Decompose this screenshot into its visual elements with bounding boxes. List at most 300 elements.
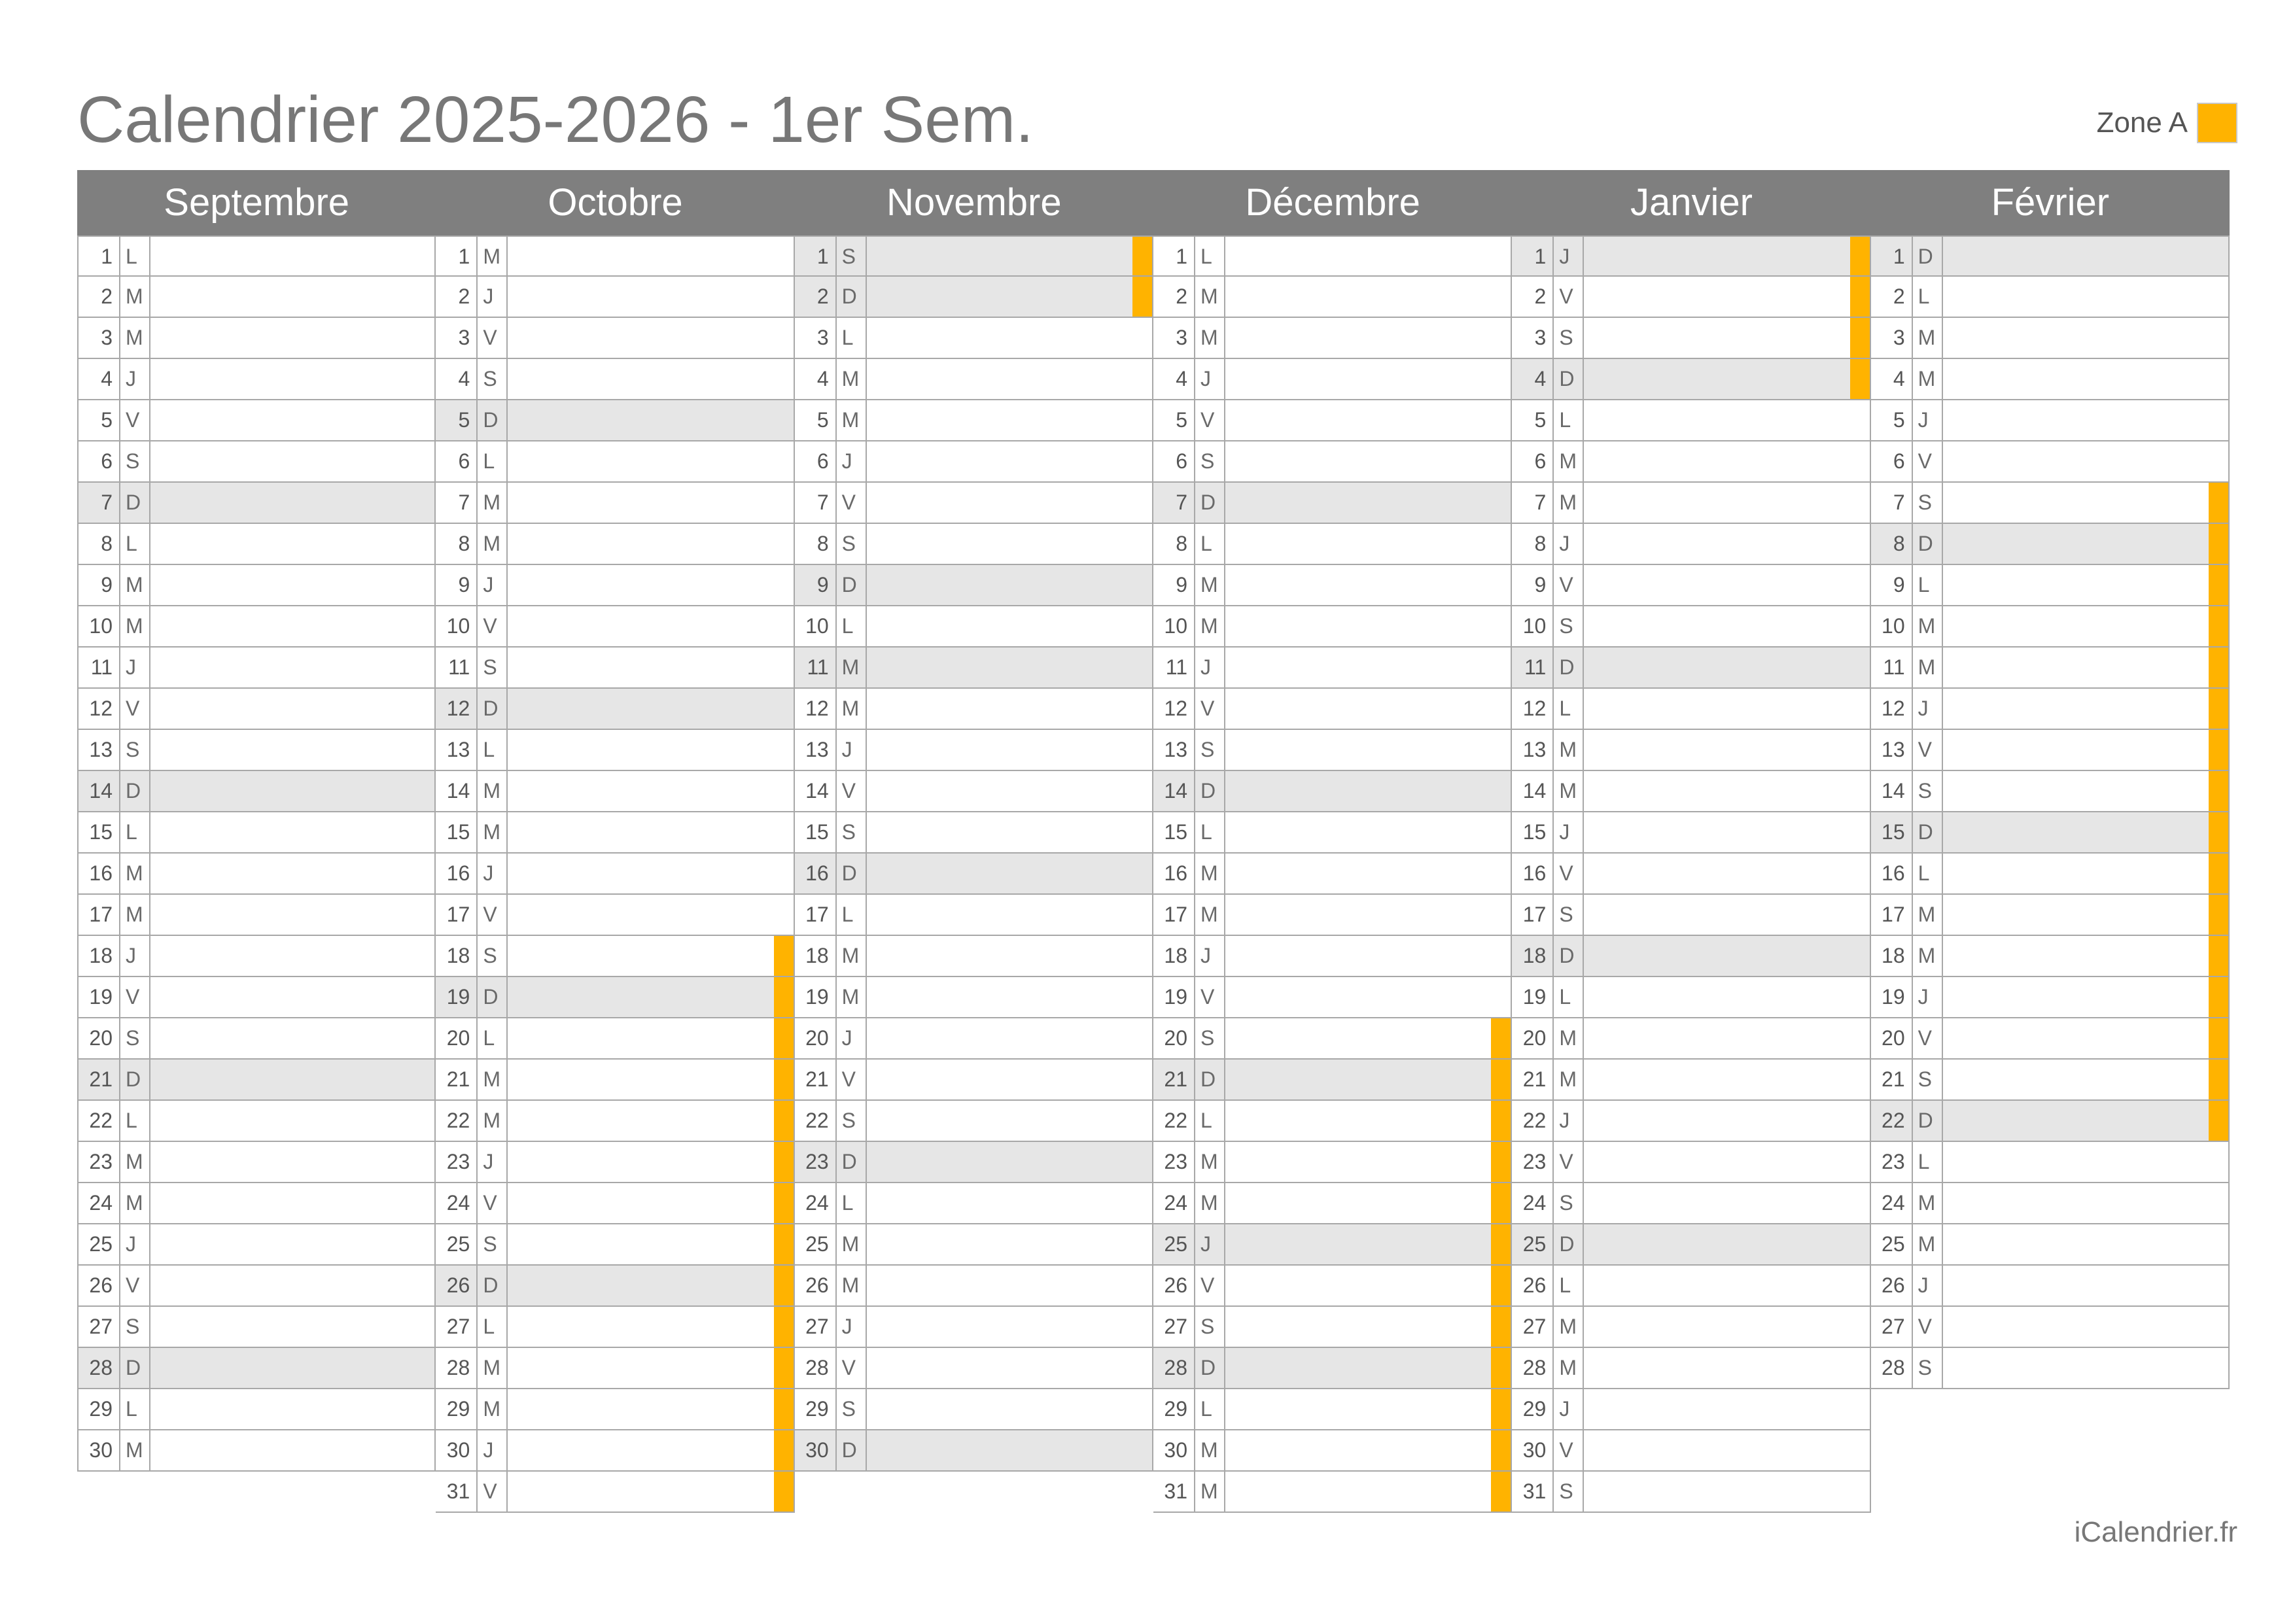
day-number: 23 — [1512, 1142, 1554, 1182]
day-number: 11 — [1512, 648, 1554, 687]
day-number: 29 — [795, 1389, 837, 1429]
weekday-letter: M — [1554, 1018, 1584, 1058]
month-header: Novembre — [886, 181, 1062, 224]
day-row — [1153, 895, 1512, 936]
day-row — [1153, 730, 1512, 771]
day-row — [795, 689, 1153, 730]
day-note-cell — [867, 895, 1152, 935]
day-number: 25 — [436, 1224, 478, 1264]
weekday-letter: V — [837, 1348, 867, 1388]
day-row — [1512, 1430, 1870, 1472]
day-number: 8 — [1871, 524, 1913, 564]
weekday-letter: M — [837, 648, 867, 687]
day-row — [436, 936, 794, 977]
month-column — [1153, 235, 1512, 1513]
day-row — [436, 441, 794, 483]
day-row — [436, 1018, 794, 1060]
day-number: 16 — [1871, 854, 1913, 893]
day-note-cell — [508, 277, 793, 317]
day-note-cell — [1943, 648, 2228, 687]
day-row — [77, 606, 436, 648]
day-note-cell — [1225, 1430, 1511, 1470]
day-note-cell — [1943, 1060, 2228, 1099]
day-row — [77, 730, 436, 771]
day-note-cell — [508, 812, 793, 852]
day-number: 26 — [1153, 1266, 1195, 1305]
weekday-letter: M — [1554, 1307, 1584, 1347]
day-number: 25 — [1871, 1224, 1913, 1264]
day-row — [1871, 1018, 2230, 1060]
day-number: 4 — [1153, 359, 1195, 399]
day-note-cell — [1584, 1266, 1869, 1305]
day-number: 29 — [436, 1389, 478, 1429]
day-row — [436, 1430, 794, 1472]
day-row — [795, 524, 1153, 565]
vacation-marker — [774, 936, 794, 976]
vacation-marker — [1491, 1430, 1511, 1470]
weekday-letter: M — [120, 606, 150, 646]
day-row — [436, 1101, 794, 1142]
day-row — [1871, 1183, 2230, 1224]
weekday-letter: D — [478, 400, 508, 440]
day-number: 28 — [436, 1348, 478, 1388]
day-number: 21 — [436, 1060, 478, 1099]
day-note-cell — [1225, 1101, 1511, 1141]
day-number: 19 — [79, 977, 120, 1017]
weekday-letter: L — [1554, 689, 1584, 729]
weekday-letter: L — [1913, 1142, 1943, 1182]
weekday-letter: M — [1195, 1472, 1225, 1512]
weekday-letter: L — [120, 1101, 150, 1141]
day-row — [795, 277, 1153, 318]
day-number: 3 — [1871, 318, 1913, 358]
day-row — [1153, 400, 1512, 441]
day-row — [1153, 318, 1512, 359]
day-note-cell — [1584, 277, 1869, 317]
weekday-letter: D — [1195, 483, 1225, 523]
day-number: 1 — [1512, 237, 1554, 275]
day-number: 2 — [436, 277, 478, 317]
day-row — [1153, 1060, 1512, 1101]
day-row — [436, 1183, 794, 1224]
day-number: 26 — [79, 1266, 120, 1305]
day-note-cell — [1225, 524, 1511, 564]
day-row — [1512, 1183, 1870, 1224]
day-number: 25 — [79, 1224, 120, 1264]
weekday-letter: V — [1554, 1142, 1584, 1182]
day-note-cell — [150, 606, 434, 646]
weekday-letter: D — [1554, 936, 1584, 976]
day-row — [1512, 1101, 1870, 1142]
weekday-letter: M — [837, 977, 867, 1017]
day-number: 19 — [1153, 977, 1195, 1017]
weekday-letter: J — [120, 936, 150, 976]
vacation-marker — [1850, 318, 1870, 358]
day-row — [436, 854, 794, 895]
weekday-letter: J — [1554, 237, 1584, 275]
day-note-cell — [508, 1224, 793, 1264]
day-note-cell — [150, 854, 434, 893]
day-row — [1512, 235, 1870, 277]
day-number: 4 — [436, 359, 478, 399]
vacation-marker — [2209, 977, 2228, 1017]
weekday-letter: M — [478, 1060, 508, 1099]
day-note-cell — [508, 565, 793, 605]
day-row — [1153, 1472, 1512, 1513]
day-number: 7 — [436, 483, 478, 523]
weekday-letter: M — [837, 1266, 867, 1305]
weekday-letter: J — [1913, 977, 1943, 1017]
day-note-cell — [508, 400, 793, 440]
vacation-marker — [1491, 1101, 1511, 1141]
day-row — [1153, 1101, 1512, 1142]
weekday-letter: L — [837, 318, 867, 358]
day-number: 28 — [1512, 1348, 1554, 1388]
day-note-cell — [1584, 606, 1869, 646]
day-number: 20 — [1512, 1018, 1554, 1058]
weekday-letter: M — [1554, 441, 1584, 481]
weekday-letter: L — [120, 812, 150, 852]
vacation-marker — [2209, 936, 2228, 976]
weekday-letter: J — [1913, 689, 1943, 729]
day-note-cell — [867, 565, 1152, 605]
day-number: 25 — [1512, 1224, 1554, 1264]
day-number: 3 — [795, 318, 837, 358]
day-row — [436, 1142, 794, 1183]
weekday-letter: V — [1554, 277, 1584, 317]
day-row — [1153, 1142, 1512, 1183]
day-row — [436, 318, 794, 359]
day-note-cell — [867, 812, 1152, 852]
day-number: 16 — [1512, 854, 1554, 893]
weekday-letter: S — [1195, 1018, 1225, 1058]
weekday-letter: L — [478, 1018, 508, 1058]
day-note-cell — [150, 277, 434, 317]
day-row — [1512, 400, 1870, 441]
day-note-cell — [867, 1060, 1152, 1099]
day-row — [795, 936, 1153, 977]
day-row — [1512, 606, 1870, 648]
day-note-cell — [1225, 936, 1511, 976]
day-note-cell — [150, 1266, 434, 1305]
day-number: 23 — [436, 1142, 478, 1182]
day-row — [1153, 1018, 1512, 1060]
day-note-cell — [1943, 936, 2228, 976]
weekday-letter: M — [1195, 318, 1225, 358]
day-note-cell — [1943, 277, 2228, 317]
weekday-letter: V — [837, 483, 867, 523]
weekday-letter: M — [120, 1142, 150, 1182]
weekday-letter: S — [1913, 1348, 1943, 1388]
day-number: 22 — [795, 1101, 837, 1141]
day-row — [77, 1060, 436, 1101]
day-note-cell — [1943, 1266, 2228, 1305]
day-number: 12 — [795, 689, 837, 729]
day-number: 29 — [79, 1389, 120, 1429]
weekday-letter: M — [837, 359, 867, 399]
day-row — [77, 318, 436, 359]
day-number: 16 — [795, 854, 837, 893]
weekday-letter: D — [120, 1348, 150, 1388]
day-row — [1512, 483, 1870, 524]
day-note-cell — [867, 237, 1152, 275]
day-row — [795, 400, 1153, 441]
day-note-cell — [1584, 648, 1869, 687]
weekday-letter: D — [1554, 1224, 1584, 1264]
day-row — [1512, 441, 1870, 483]
day-note-cell — [508, 237, 793, 275]
day-note-cell — [1943, 771, 2228, 811]
day-note-cell — [867, 648, 1152, 687]
day-note-cell — [508, 1348, 793, 1388]
day-note-cell — [867, 1307, 1152, 1347]
day-row — [1512, 1224, 1870, 1266]
day-note-cell — [150, 771, 434, 811]
day-number: 21 — [795, 1060, 837, 1099]
day-number: 23 — [795, 1142, 837, 1182]
day-note-cell — [150, 237, 434, 275]
month-column — [436, 235, 794, 1513]
zone-legend-label: Zone A — [2096, 107, 2188, 139]
weekday-letter: L — [1195, 1101, 1225, 1141]
month-column — [795, 235, 1153, 1513]
day-number: 7 — [1153, 483, 1195, 523]
day-row — [77, 689, 436, 730]
day-number: 28 — [79, 1348, 120, 1388]
day-row — [1153, 936, 1512, 977]
day-number: 27 — [79, 1307, 120, 1347]
vacation-marker — [774, 1224, 794, 1264]
day-note-cell — [150, 895, 434, 935]
vacation-marker — [2209, 1018, 2228, 1058]
day-number: 1 — [1871, 237, 1913, 275]
day-note-cell — [1225, 359, 1511, 399]
day-number: 13 — [795, 730, 837, 770]
month-header-bar — [77, 170, 2230, 235]
day-row — [1512, 895, 1870, 936]
day-note-cell — [867, 854, 1152, 893]
day-row — [436, 235, 794, 277]
day-number: 21 — [79, 1060, 120, 1099]
weekday-letter: S — [837, 1101, 867, 1141]
day-row — [436, 1266, 794, 1307]
day-row — [1871, 730, 2230, 771]
weekday-letter: M — [478, 1389, 508, 1429]
month-header: Septembre — [164, 181, 350, 224]
day-row — [795, 359, 1153, 400]
day-row — [1871, 977, 2230, 1018]
weekday-letter: V — [478, 318, 508, 358]
day-number: 17 — [79, 895, 120, 935]
day-note-cell — [1225, 977, 1511, 1017]
day-row — [436, 1224, 794, 1266]
day-note-cell — [150, 400, 434, 440]
day-row — [1153, 977, 1512, 1018]
day-row — [1871, 812, 2230, 854]
day-note-cell — [508, 648, 793, 687]
day-row — [1153, 1430, 1512, 1472]
day-note-cell — [867, 318, 1152, 358]
day-row — [1871, 771, 2230, 812]
weekday-letter: S — [120, 1018, 150, 1058]
weekday-letter: M — [478, 771, 508, 811]
day-number: 2 — [1871, 277, 1913, 317]
day-note-cell — [150, 1060, 434, 1099]
vacation-marker — [774, 1430, 794, 1470]
day-row — [1512, 854, 1870, 895]
weekday-letter: M — [120, 318, 150, 358]
day-number: 27 — [1153, 1307, 1195, 1347]
day-note-cell — [150, 1224, 434, 1264]
day-row — [77, 1389, 436, 1430]
day-note-cell — [508, 1430, 793, 1470]
footer-site-name: iCalendrier.fr — [2074, 1516, 2237, 1548]
day-row — [77, 400, 436, 441]
day-number: 9 — [1871, 565, 1913, 605]
day-note-cell — [867, 1183, 1152, 1223]
day-row — [1153, 854, 1512, 895]
page-title: Calendrier 2025-2026 - 1er Sem. — [77, 83, 1034, 156]
day-number: 1 — [1153, 237, 1195, 275]
day-note-cell — [867, 1101, 1152, 1141]
day-row — [1153, 565, 1512, 606]
day-row — [1512, 1266, 1870, 1307]
weekday-letter: M — [478, 1348, 508, 1388]
day-number: 24 — [1512, 1183, 1554, 1223]
day-row — [77, 1224, 436, 1266]
day-number: 20 — [79, 1018, 120, 1058]
day-note-cell — [1584, 1348, 1869, 1388]
day-note-cell — [1584, 1224, 1869, 1264]
weekday-letter: V — [1195, 689, 1225, 729]
day-row — [77, 1348, 436, 1389]
weekday-letter: L — [478, 1307, 508, 1347]
day-number: 6 — [436, 441, 478, 481]
day-number: 7 — [1871, 483, 1913, 523]
day-note-cell — [1225, 1060, 1511, 1099]
day-row — [1153, 1266, 1512, 1307]
day-number: 10 — [1512, 606, 1554, 646]
weekday-letter: M — [1554, 1060, 1584, 1099]
day-row — [436, 1472, 794, 1513]
day-number: 11 — [1871, 648, 1913, 687]
day-number: 9 — [1153, 565, 1195, 605]
weekday-letter: S — [1554, 318, 1584, 358]
day-number: 25 — [795, 1224, 837, 1264]
day-number: 18 — [436, 936, 478, 976]
weekday-letter: J — [837, 1018, 867, 1058]
day-row — [77, 483, 436, 524]
weekday-letter: M — [837, 400, 867, 440]
weekday-letter: M — [1913, 359, 1943, 399]
weekday-letter: M — [1913, 606, 1943, 646]
day-row — [795, 483, 1153, 524]
day-number: 17 — [1153, 895, 1195, 935]
weekday-letter: S — [478, 936, 508, 976]
day-note-cell — [1584, 1101, 1869, 1141]
day-note-cell — [150, 441, 434, 481]
weekday-letter: D — [120, 1060, 150, 1099]
day-row — [77, 524, 436, 565]
day-number: 20 — [1871, 1018, 1913, 1058]
day-number: 15 — [795, 812, 837, 852]
day-number: 12 — [1871, 689, 1913, 729]
day-note-cell — [1584, 441, 1869, 481]
day-note-cell — [1943, 524, 2228, 564]
day-number: 20 — [795, 1018, 837, 1058]
day-number: 11 — [795, 648, 837, 687]
day-note-cell — [1943, 565, 2228, 605]
day-number: 15 — [1153, 812, 1195, 852]
day-note-cell — [867, 441, 1152, 481]
weekday-letter: L — [1195, 812, 1225, 852]
day-number: 31 — [1512, 1472, 1554, 1512]
day-note-cell — [1225, 895, 1511, 935]
weekday-letter: S — [120, 730, 150, 770]
day-note-cell — [1943, 812, 2228, 852]
day-row — [795, 977, 1153, 1018]
day-row — [1512, 1142, 1870, 1183]
day-row — [436, 277, 794, 318]
day-row — [1871, 1348, 2230, 1389]
day-note-cell — [1225, 1183, 1511, 1223]
day-note-cell — [150, 1348, 434, 1388]
day-number: 11 — [436, 648, 478, 687]
weekday-letter: J — [120, 359, 150, 399]
weekday-letter: S — [837, 237, 867, 275]
day-number: 3 — [1512, 318, 1554, 358]
weekday-letter: M — [478, 1101, 508, 1141]
day-row — [1512, 524, 1870, 565]
day-note-cell — [1225, 1018, 1511, 1058]
day-note-cell — [1225, 318, 1511, 358]
day-number: 23 — [1871, 1142, 1913, 1182]
day-row — [795, 1389, 1153, 1430]
day-note-cell — [867, 1430, 1152, 1470]
weekday-letter: V — [837, 1060, 867, 1099]
day-row — [1153, 1348, 1512, 1389]
day-row — [1871, 1307, 2230, 1348]
day-row — [436, 730, 794, 771]
vacation-marker — [2209, 524, 2228, 564]
day-number: 22 — [1153, 1101, 1195, 1141]
day-row — [436, 771, 794, 812]
day-number: 10 — [1153, 606, 1195, 646]
day-note-cell — [1225, 1224, 1511, 1264]
vacation-marker — [774, 1348, 794, 1388]
day-number: 8 — [79, 524, 120, 564]
day-row — [1512, 318, 1870, 359]
day-number: 13 — [1871, 730, 1913, 770]
day-row — [1871, 441, 2230, 483]
weekday-letter: V — [1913, 730, 1943, 770]
vacation-marker — [774, 1101, 794, 1141]
day-number: 9 — [795, 565, 837, 605]
day-row — [436, 895, 794, 936]
day-row — [1871, 854, 2230, 895]
weekday-letter: M — [478, 237, 508, 275]
day-number: 10 — [1871, 606, 1913, 646]
vacation-marker — [1132, 277, 1152, 317]
day-note-cell — [150, 689, 434, 729]
weekday-letter: S — [1195, 730, 1225, 770]
day-note-cell — [508, 1389, 793, 1429]
day-row — [1871, 565, 2230, 606]
day-note-cell — [1943, 895, 2228, 935]
vacation-marker — [774, 1018, 794, 1058]
day-row — [1153, 441, 1512, 483]
weekday-letter: V — [120, 689, 150, 729]
